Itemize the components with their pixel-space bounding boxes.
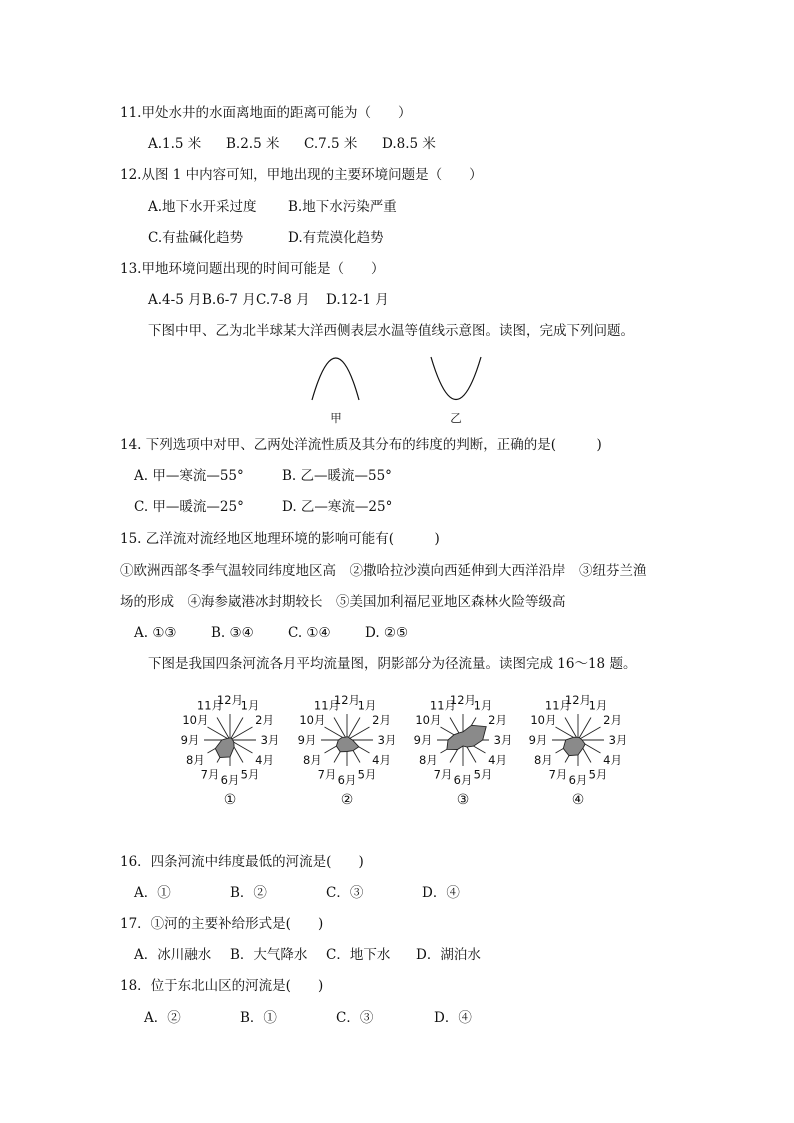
month-label: 1月 xyxy=(357,698,377,713)
month-label: 1月 xyxy=(473,698,493,713)
river-diagram-label: ③ xyxy=(456,792,470,808)
q17-options xyxy=(134,946,481,964)
month-label: 4月 xyxy=(488,753,508,767)
month-label: 3月 xyxy=(608,733,628,747)
q14-option-b: B. 乙—暖流—55° xyxy=(282,468,392,484)
q17-stem: 17．①河的主要补给形式是( ) xyxy=(120,916,324,932)
river-diagram-1 xyxy=(181,693,280,808)
q17-option-b: B．大气降水 xyxy=(230,947,308,963)
isotherm-curve-yi xyxy=(431,357,481,400)
month-label: 7月 xyxy=(317,767,337,782)
month-label: 11月 xyxy=(544,698,572,713)
q16-option-b: B．② xyxy=(230,885,267,901)
q14-option-c: C. 甲—暖流—25° xyxy=(134,499,244,515)
q13-option-b: B.6-7 月 xyxy=(202,292,256,308)
month-label: 7月 xyxy=(433,767,453,782)
q18-options xyxy=(144,1009,472,1027)
runoff-shape xyxy=(563,737,585,755)
q12-option-c: C.有盐碱化趋势 xyxy=(148,230,244,246)
month-label: 3月 xyxy=(377,733,397,747)
q16-options xyxy=(134,884,460,902)
month-label: 12月 xyxy=(333,693,361,707)
month-label: 10月 xyxy=(299,713,326,727)
q16-option-c: C．③ xyxy=(326,885,364,901)
month-label: 5月 xyxy=(240,767,260,782)
month-label: 2月 xyxy=(603,713,623,727)
q15-option-a: A. ①③ xyxy=(134,625,177,641)
month-label: 8月 xyxy=(302,753,322,767)
q13-options xyxy=(148,291,389,309)
q18-option-a: A．② xyxy=(144,1010,181,1026)
month-label: 11月 xyxy=(196,698,224,713)
runoff-shape xyxy=(447,725,486,749)
ocean-isotherm-figure xyxy=(0,350,794,430)
month-label: 12月 xyxy=(216,693,244,707)
q15-option-c: C. ①④ xyxy=(288,625,331,641)
ocean-label-yi: 乙 xyxy=(450,411,462,425)
q11-option-a: A.1.5 米 xyxy=(148,136,202,152)
month-label: 7月 xyxy=(200,767,220,782)
q13-option-c: C.7-8 月 xyxy=(256,292,310,308)
q17-option-c: C．地下水 xyxy=(326,947,391,963)
q15-option-b: B. ③④ xyxy=(211,625,254,641)
river-diagram-label: ① xyxy=(223,792,237,808)
month-label: 8月 xyxy=(185,753,205,767)
month-label: 1月 xyxy=(588,698,608,713)
month-label: 3月 xyxy=(493,733,513,747)
month-label: 9月 xyxy=(528,733,548,747)
month-label: 2月 xyxy=(372,713,392,727)
month-label: 11月 xyxy=(313,698,341,713)
q15-statements-line1: ①欧洲西部冬季气温较同纬度地区高 ②撒哈拉沙漠向西延伸到大西洋沿岸 ③纽芬兰渔 xyxy=(120,563,647,579)
month-label: 9月 xyxy=(180,733,200,747)
month-label: 6月 xyxy=(453,773,473,787)
river-intro: 下图是我国四条河流各月平均流量图，阴影部分为径流量。读图完成 16～18 题。 xyxy=(148,656,637,672)
river-diagram-label: ④ xyxy=(571,792,585,808)
month-label: 10月 xyxy=(530,713,557,727)
river-diagram-4 xyxy=(529,693,628,808)
month-label: 4月 xyxy=(255,753,275,767)
month-label: 5月 xyxy=(473,767,493,782)
q11-option-b: B.2.5 米 xyxy=(226,136,280,152)
runoff-shape xyxy=(215,738,234,758)
q16-stem: 16．四条河流中纬度最低的河流是( ) xyxy=(120,854,364,870)
river-diagram-label: ② xyxy=(340,792,354,808)
q12-options-row1 xyxy=(148,198,397,216)
month-label: 10月 xyxy=(415,713,442,727)
q17-option-a: A．冰川融水 xyxy=(134,947,212,963)
q12-options-row2 xyxy=(148,229,384,247)
q11-option-c: C.7.5 米 xyxy=(304,136,358,152)
month-label: 7月 xyxy=(548,767,568,782)
month-label: 6月 xyxy=(220,773,240,787)
q15-statements-line2: 场的形成 ④海参崴港冰封期较长 ⑤美国加利福尼亚地区森林火险等级高 xyxy=(120,594,566,610)
q13-option-d: D.12-1 月 xyxy=(326,292,389,308)
ocean-intro: 下图中甲、乙为北半球某大洋西侧表层水温等值线示意图。读图，完成下列问题。 xyxy=(148,323,634,339)
q11-option-d: D.8.5 米 xyxy=(382,136,436,152)
q14-options-row1 xyxy=(134,467,392,485)
month-label: 8月 xyxy=(418,753,438,767)
q16-option-d: D．④ xyxy=(422,885,460,901)
river-diagram-3 xyxy=(414,693,513,808)
month-label: 6月 xyxy=(568,773,588,787)
river-runoff-figure xyxy=(0,680,794,820)
q11-stem: 11.甲处水井的水面离地面的距离可能为（ ） xyxy=(120,105,412,121)
month-label: 5月 xyxy=(357,767,377,782)
q13-option-a: A.4-5 月 xyxy=(148,292,202,308)
q18-option-d: D．④ xyxy=(434,1010,472,1026)
q15-options xyxy=(134,624,408,642)
month-label: 6月 xyxy=(337,773,357,787)
q16-option-a: A．① xyxy=(134,885,171,901)
river-diagram-2 xyxy=(298,693,397,808)
q18-option-c: C．③ xyxy=(336,1010,374,1026)
month-label: 2月 xyxy=(255,713,275,727)
month-label: 4月 xyxy=(372,753,392,767)
isotherm-curve-jia xyxy=(312,358,359,400)
q14-option-a: A. 甲—寒流—55° xyxy=(134,468,244,484)
runoff-shape xyxy=(336,737,358,752)
q18-option-b: B．① xyxy=(240,1010,277,1026)
q14-option-d: D. 乙—寒流—25° xyxy=(282,499,393,515)
month-label: 9月 xyxy=(413,733,433,747)
q12-option-a: A.地下水开采过度 xyxy=(148,199,257,215)
month-label: 2月 xyxy=(488,713,508,727)
month-label: 8月 xyxy=(533,753,553,767)
q14-stem: 14. 下列选项中对甲、乙两处洋流性质及其分布的纬度的判断，正确的是( ) xyxy=(120,437,602,453)
q12-option-b: B.地下水污染严重 xyxy=(288,199,397,215)
q18-stem: 18．位于东北山区的河流是( ) xyxy=(120,978,324,994)
month-label: 5月 xyxy=(588,767,608,782)
month-label: 10月 xyxy=(182,713,209,727)
q11-options xyxy=(148,135,436,153)
month-label: 12月 xyxy=(449,693,477,707)
month-label: 4月 xyxy=(603,753,623,767)
month-label: 12月 xyxy=(564,693,592,707)
q17-option-d: D．湖泊水 xyxy=(416,947,481,963)
q15-option-d: D. ②⑤ xyxy=(365,625,409,641)
q12-stem: 12.从图 1 中内容可知，甲地出现的主要环境问题是（ ） xyxy=(120,167,483,183)
q14-options-row2 xyxy=(134,498,392,516)
q15-stem: 15. 乙洋流对流经地区地理环境的影响可能有( ) xyxy=(120,531,440,547)
month-label: 9月 xyxy=(297,733,317,747)
month-label: 1月 xyxy=(240,698,260,713)
q13-stem: 13.甲地环境问题出现的时间可能是（ ） xyxy=(120,261,385,277)
month-label: 11月 xyxy=(429,698,457,713)
month-label: 3月 xyxy=(260,733,280,747)
q12-option-d: D.有荒漠化趋势 xyxy=(288,230,384,246)
ocean-label-jia: 甲 xyxy=(330,411,342,425)
